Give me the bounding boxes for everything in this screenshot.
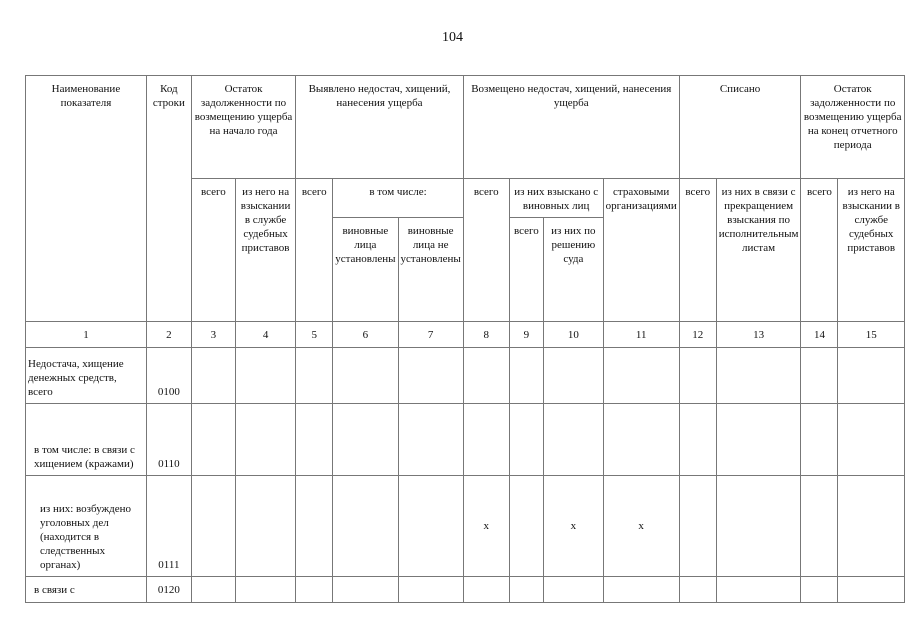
header-compensated-total: всего xyxy=(463,179,509,322)
data-cell xyxy=(398,476,463,577)
data-cell xyxy=(398,348,463,404)
header-written-off: Списано xyxy=(679,76,801,179)
column-number: 4 xyxy=(235,322,295,348)
data-cell xyxy=(544,404,604,476)
data-cell xyxy=(191,577,235,603)
data-cell xyxy=(801,577,838,603)
data-cell xyxy=(235,476,295,577)
data-cell xyxy=(838,404,905,476)
data-cell xyxy=(333,404,398,476)
data-cell xyxy=(801,476,838,577)
data-cell xyxy=(235,404,295,476)
table-row xyxy=(26,404,905,476)
header-name: Наименование показателя xyxy=(26,76,147,322)
row-code: 0120 xyxy=(146,577,191,603)
header-start-total: всего xyxy=(191,179,235,322)
data-cell xyxy=(509,476,543,577)
data-cell xyxy=(333,577,398,603)
column-number: 11 xyxy=(603,322,679,348)
header-written-off-total: всего xyxy=(679,179,716,322)
row-code: 0111 xyxy=(146,476,191,577)
column-number: 15 xyxy=(838,322,905,348)
data-cell xyxy=(398,404,463,476)
data-cell xyxy=(801,348,838,404)
data-cell xyxy=(544,577,604,603)
column-number: 12 xyxy=(679,322,716,348)
row-code: 0100 xyxy=(146,348,191,404)
header-revealed-total: всего xyxy=(296,179,333,322)
header-culprits-not-found: виновные лица не установлены xyxy=(398,218,463,322)
data-cell xyxy=(296,404,333,476)
data-cell xyxy=(296,476,333,577)
damage-report-table xyxy=(25,75,905,603)
header-revealed: Выявлено недостач, хищений, нанесения ущерба xyxy=(296,76,464,179)
column-number: 10 xyxy=(544,322,604,348)
table-row xyxy=(26,348,905,404)
data-cell xyxy=(716,476,801,577)
header-end-balance: Остаток задолженности по возмещению ущерба на конец отчетного периода xyxy=(801,76,905,179)
row-code: 0110 xyxy=(146,404,191,476)
data-cell xyxy=(509,404,543,476)
column-number: 13 xyxy=(716,322,801,348)
column-number: 6 xyxy=(333,322,398,348)
column-number: 5 xyxy=(296,322,333,348)
header-culprits-found: виновные лица установлены xyxy=(333,218,398,322)
header-insurers: страховыми организациями xyxy=(603,179,679,322)
data-cell xyxy=(333,476,398,577)
header-compensated: Возмещено недостач, хищений, нанесения ущерба xyxy=(463,76,679,179)
data-cell xyxy=(235,348,295,404)
data-cell xyxy=(679,348,716,404)
header-start-balance: Остаток задолженности по возмещению ущерба на начало года xyxy=(191,76,295,179)
data-cell xyxy=(679,577,716,603)
column-number: 8 xyxy=(463,322,509,348)
column-number: 3 xyxy=(191,322,235,348)
column-number-row xyxy=(26,322,905,348)
row-label: Недостача, хищение денежных средств, всего xyxy=(26,348,147,404)
row-label: в том числе: в связи с хищением (кражами) xyxy=(26,404,147,476)
data-cell xyxy=(838,577,905,603)
header-recovered-total: всего xyxy=(509,218,543,322)
header-termination: из них в связи с прекращением взыскания по исполнительным листам xyxy=(716,179,801,322)
header-recovered-culprits: из них взыскано с виновных лиц xyxy=(509,179,603,218)
data-cell: x xyxy=(603,476,679,577)
data-cell xyxy=(333,348,398,404)
header-court-decision: из них по решению суда xyxy=(544,218,604,322)
data-cell xyxy=(603,577,679,603)
row-label: в связи с xyxy=(26,577,147,603)
column-number: 9 xyxy=(509,322,543,348)
data-cell xyxy=(679,476,716,577)
header-end-bailiff: из него на взыскании в службе судебных приставов xyxy=(838,179,905,322)
data-cell xyxy=(235,577,295,603)
page-number: 104 xyxy=(442,30,463,45)
table-row xyxy=(26,577,905,603)
data-cell xyxy=(716,404,801,476)
header-end-total: всего xyxy=(801,179,838,322)
data-cell xyxy=(398,577,463,603)
data-cell: x xyxy=(463,476,509,577)
data-cell xyxy=(191,476,235,577)
row-label: из них: возбуждено уголовных дел (находится в следственных органах) xyxy=(26,476,147,577)
column-number: 2 xyxy=(146,322,191,348)
data-cell xyxy=(716,348,801,404)
data-cell xyxy=(463,404,509,476)
column-number: 14 xyxy=(801,322,838,348)
data-cell xyxy=(544,348,604,404)
header-code: Код строки xyxy=(146,76,191,322)
data-cell xyxy=(509,577,543,603)
data-cell xyxy=(603,404,679,476)
data-cell xyxy=(509,348,543,404)
data-cell xyxy=(191,404,235,476)
data-cell: x xyxy=(544,476,604,577)
column-number: 1 xyxy=(26,322,147,348)
data-cell xyxy=(679,404,716,476)
data-cell xyxy=(838,476,905,577)
column-number: 7 xyxy=(398,322,463,348)
data-cell xyxy=(296,577,333,603)
data-cell xyxy=(296,348,333,404)
header-including: в том числе: xyxy=(333,179,464,218)
data-cell xyxy=(463,577,509,603)
data-cell xyxy=(716,577,801,603)
data-cell xyxy=(463,348,509,404)
data-cell xyxy=(838,348,905,404)
table-row xyxy=(26,476,905,577)
header-start-bailiff: из него на взыскании в службе судебных приставов xyxy=(235,179,295,322)
data-cell xyxy=(801,404,838,476)
data-cell xyxy=(603,348,679,404)
data-cell xyxy=(191,348,235,404)
